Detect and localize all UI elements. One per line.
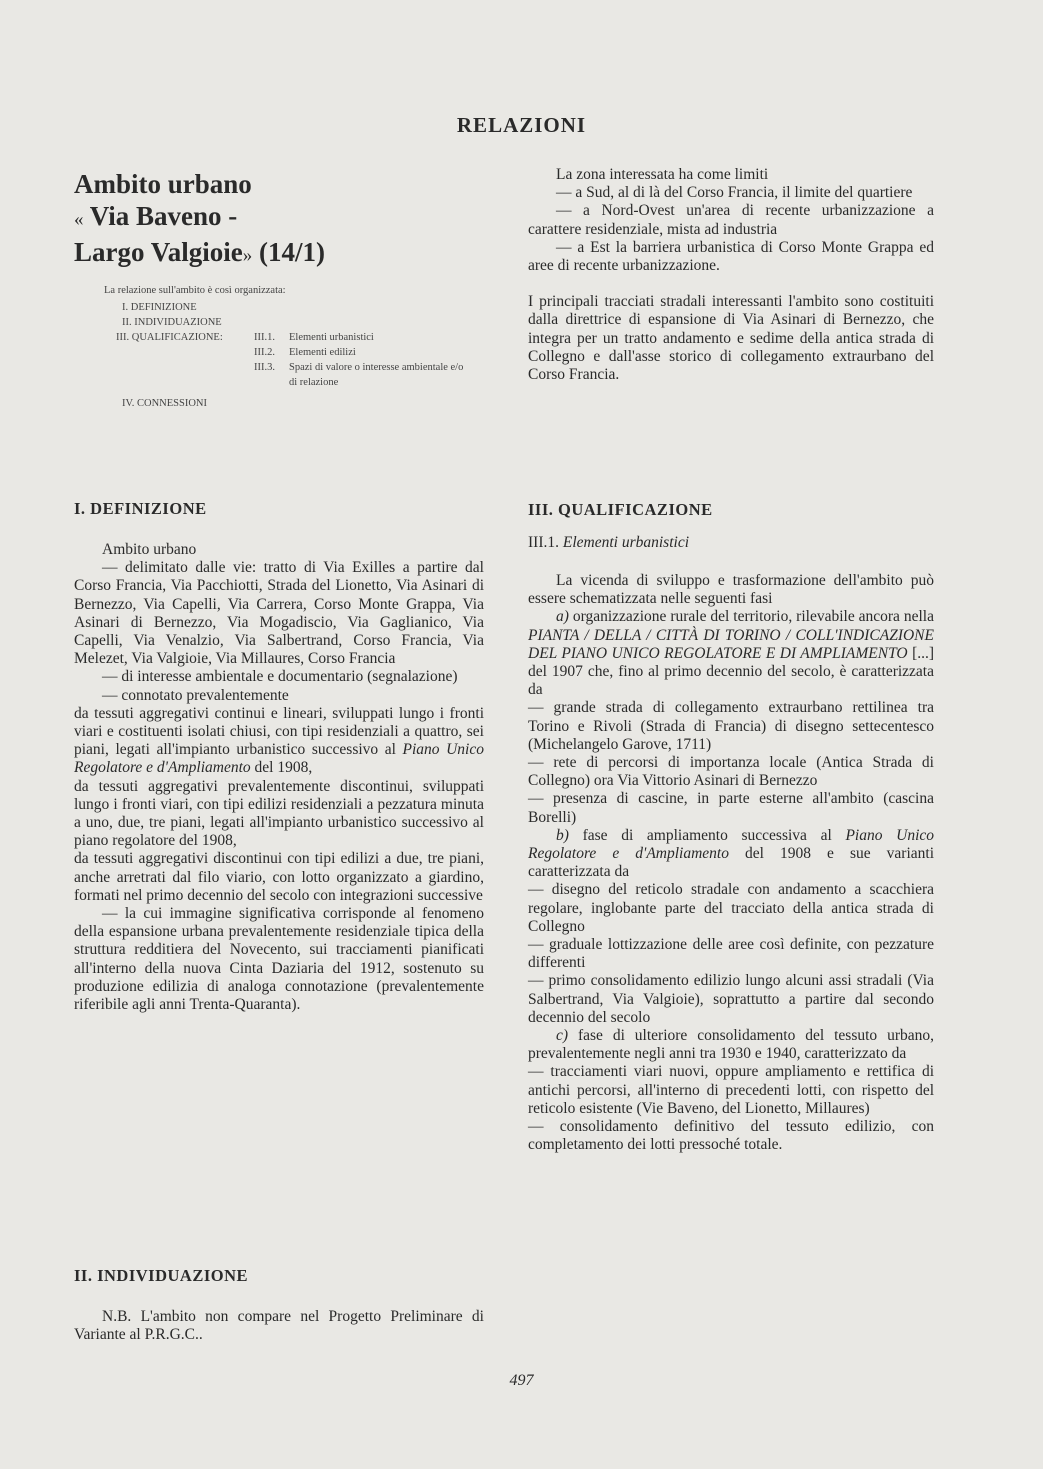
title-quote-close: » [242,245,253,266]
paragraph: — disegno del reticolo stradale con andamento a scacchiera regolare, inglobante parte del tracciato della antica strada di Collegno [528,881,934,935]
paragraph: — tracciamenti viari nuovi, oppure ampliamento e rettifica di antichi percorsi, all'interno di precedenti lotti, con rispetto del reticolo esistente (Vie Baveno, del Lionetto, Millaures) [528,1063,934,1117]
paragraph: — a Nord-Ovest un'area di recente urbanizzazione a carattere residenziale, mista ad industria [528,202,934,238]
zone-limits [528,166,934,384]
title-line-1: Ambito urbano [74,169,252,199]
paragraph: — a Sud, al di là del Corso Francia, il limite del quartiere [556,184,913,202]
toc-subitem: III.1. Elementi urbanistici [254,332,374,343]
paragraph: — graduale lottizzazione delle aree così definite, con pezzature differenti [528,936,934,972]
section-heading: III. QUALIFICAZIONE [528,500,713,519]
paragraph: b) fase di ampliamento successiva al Piano Unico Regolatore e d'Ampliamento del 1908 e sue varianti caratterizzata da [528,826,935,881]
paragraph: — primo consolidamento edilizio lungo alcuni assi stradali (Via Salbertrand, Via Valgioie), soprattutto a partire dal secondo decennio del secolo [528,972,934,1026]
page-header: RELAZIONI [456,113,587,137]
paragraph: — rete di percorsi di importanza locale (Antica Strada di Collegno) ora Via Vittorio Asinari di Bernezzo [528,754,934,790]
section-heading: I. DEFINIZIONE [74,499,207,518]
paragraph: I principali tracciati stradali interessanti l'ambito sono costituiti dalla direttrice di espansione di Via Asinari di Bernezzo, che integra per un tratto andamento e sedime della antica strada di Collegno e dall'asse storico di collegamento extraurbano del Corso Francia. [528,293,934,384]
paragraph: — la cui immagine significativa corrisponde al fenomeno della espansione urbana prevalentemente residenziale tipica della struttura redditiera del Novecento, sui tracciamenti pianificati all'interno della nuova Cinta Daziaria del 1912, sostenuto su produzione edilizia di analoga connotazione (prevalentemente riferibile agli anni Trenta-Quaranta). [74,905,484,1014]
toc-subitem: III.2. Elementi edilizi [254,347,356,358]
paragraph: — connotato prevalentemente [102,686,289,704]
toc-subitems [254,330,469,390]
toc-subitem: III.3. Spazi di valore o interesse ambientale e/o di relazione [254,362,464,388]
title-line-2: « Via Baveno - [74,201,238,231]
toc-item: IV. CONNESSIONI [122,398,207,409]
paragraph: da tessuti aggregativi prevalentemente discontinui, sviluppati lungo i fronti viari, con tipi edilizi residenziali a pezzatura minuta a uno, due, tre piani, legati all'impianto urbanistico successivo al piano regolatore del 1908, [74,777,484,850]
title-line-3: Largo Valgioie» (14/1) [74,237,325,267]
paragraph: Ambito urbano [102,541,197,558]
toc-intro: La relazione sull'ambito è così organizzata: [104,285,286,296]
subsection-heading: III.1. Elementi urbanistici [528,534,690,551]
toc-item: II. INDIVIDUAZIONE [122,317,222,328]
paragraph: c) fase di ulteriore consolidamento del tessuto urbano, prevalentemente negli anni tra 1930 e 1940, caratterizzato da [528,1027,934,1063]
section-individuazione [74,1266,484,1344]
left-column [74,168,484,1344]
section-qualificazione [528,500,934,1155]
table-of-contents [104,283,484,411]
toc-item: III. QUALIFICAZIONE: III.1. Elementi urbanistici III.2. Elementi edilizi III.3. Spazi di valore o interesse ambientale e/o di relazione [98,330,484,390]
paragraph: N.B. L'ambito non compare nel Progetto Preliminare di Variante al P.R.G.C.. [74,1308,484,1344]
paragraph: a) organizzazione rurale del territorio, rilevabile ancora nella PIANTA / DELLA / CITTÀ DI TORINO / COLL'INDICAZIONE DEL PIANO UNICO REGOLATORE E DI AMPLIAMENTO [...] del 1907 che, fino al primo decennio del secolo, è caratterizzata da [528,608,935,699]
paragraph: — delimitato dalle vie: tratto di Via Exilles a partire dal Corso Francia, Via Pacchiotti, Strada del Lionetto, Via Asinari di Bernezzo, Via Capelli, Via Carrera, Corso Monte Grappa, Via Asinari di Bernezzo, Via Mogadiscio, Via Gaglianico, Via Capelli, Via Venalzio, Via Salbertrand, Corso Francia, Via Melezet, Via Valgioie, Via Millaures, Corso Francia [74,559,484,668]
paragraph: — di interesse ambientale e documentario (segnalazione) [102,668,458,686]
paragraph: da tessuti aggregativi continui e lineari, sviluppati lungo i fronti viari e costituenti isolati chiusi, con tipi residenziali a quattro, sei piani, legati all'impianto urbanistico successivo al Piano Unico Regolatore e d'Ampliamento del 1908, [74,704,484,777]
section-definizione [74,499,484,1014]
section-heading: II. INDIVIDUAZIONE [74,1266,249,1285]
paragraph: — a Est la barriera urbanistica di Corso Monte Grappa ed aree di recente urbanizzazione. [528,238,934,275]
right-column [528,166,935,1154]
paragraph: La vicenda di sviluppo e trasformazione dell'ambito può essere schematizzata nelle seguenti fasi [528,572,934,608]
ambito-title [74,168,484,272]
title-code: (14/1) [259,237,325,267]
paragraph: — grande strada di collegamento extraurbano rettilinea tra Torino e Rivoli (Strada di Francia) di disegno settecentesco (Michelangelo Garove, 1711) [528,699,934,753]
toc-item: I. DEFINIZIONE [122,302,197,313]
paragraph: da tessuti aggregativi discontinui con tipi edilizi a due, tre piani, anche arretrati dal filo viario, con lotto organizzato a giardino, formati nel primo decennio del secolo con integrazioni successive [74,850,484,904]
title-quote-open: « [74,209,84,230]
paragraph: — consolidamento definitivo del tessuto edilizio, con completamento dei lotti pressoché totale. [528,1118,934,1154]
page-number: 497 [509,1372,534,1389]
paragraph: La zona interessata ha come limiti [556,166,769,183]
paragraph: — presenza di cascine, in parte esterne all'ambito (cascina Borelli) [528,790,934,826]
